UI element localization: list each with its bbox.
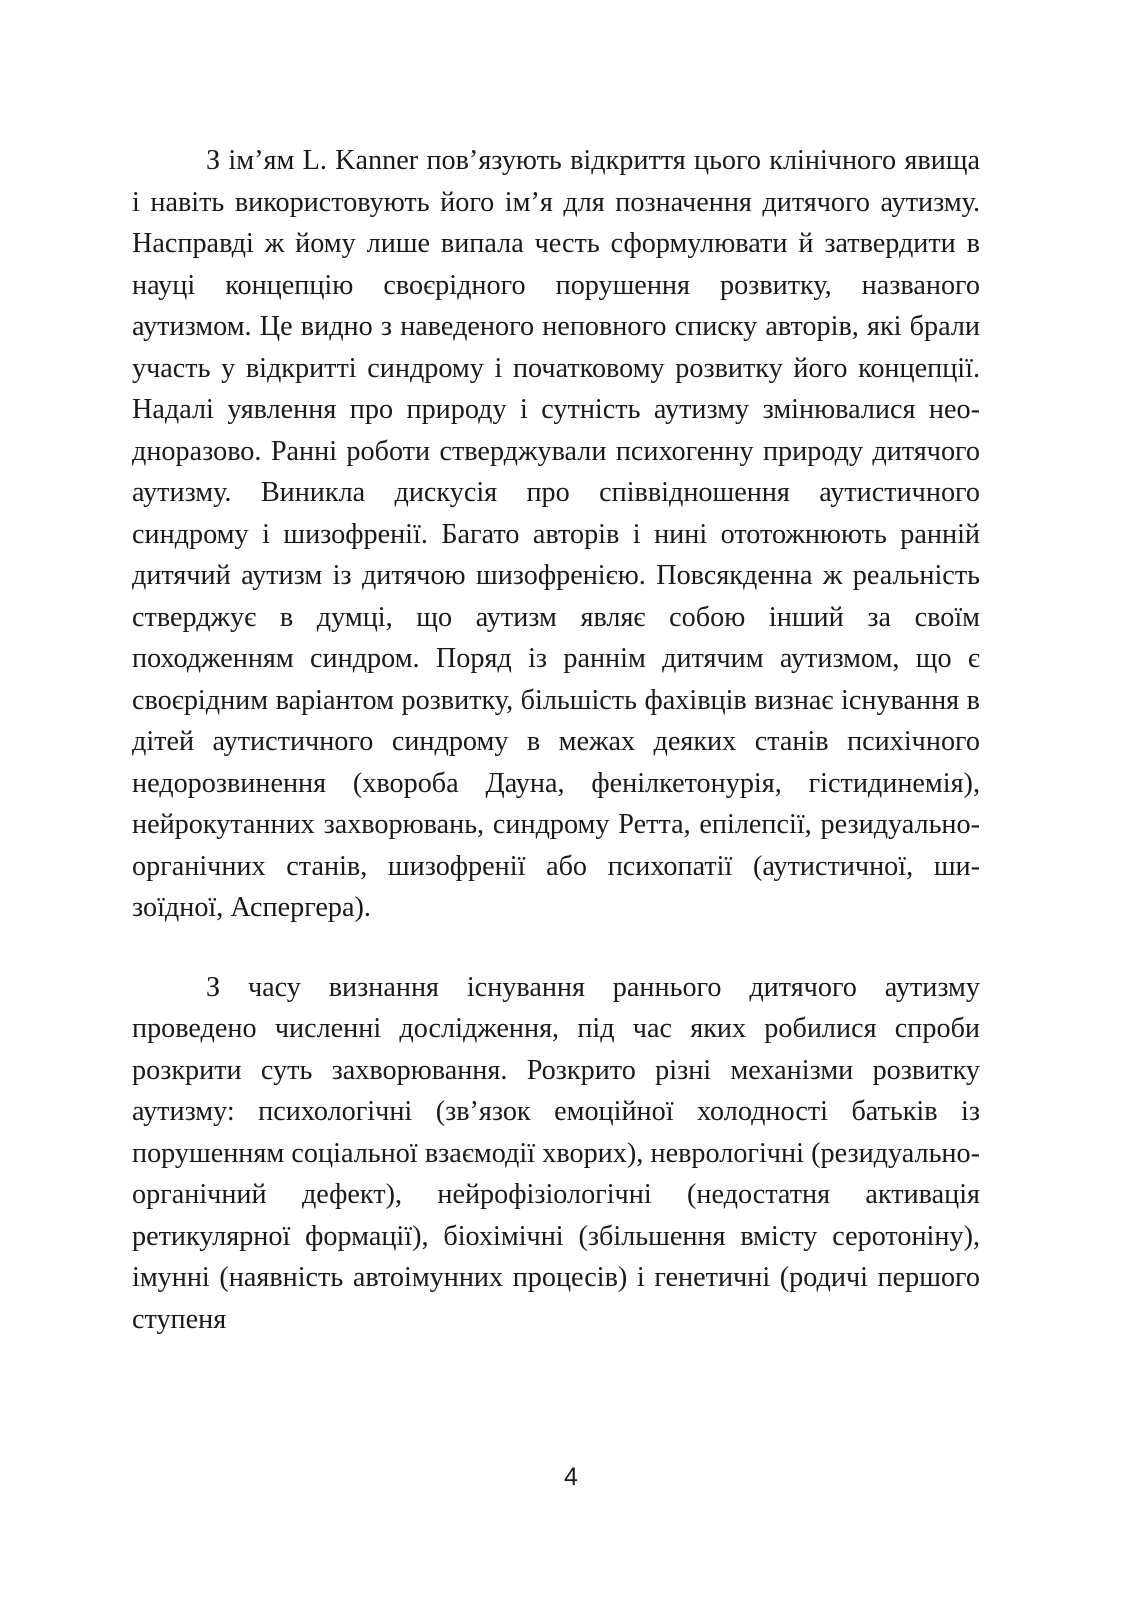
paragraph-1: З ім’ям L. Kanner пов’язують відкриття цього клінічного явища і навіть використовують його ім’я для позначення дитячого аутизму. Насправді ж йому лише випала честь сформулювати й затвердити в науці концепцію своєрідного порушення розвитку, названого аутизмом. Це видно з наведеного неповного списку авторів, які брали участь у відкритті синдрому і початковому розвитку його концепції. Надалі уявлення про природу і сутність аутизму змінювалися неодноразово. Ранні роботи стверджували психогенну природу дитячого аутизму. Виникла дискусія про співвідношення аутистичного синдрому і шизофренії. Багато авторів і нині ототожнюють ранній дитячий аутизм із дитячою шизофренією. Повсякденна ж реальність стверджує в думці, що аутизм являє собою інший за своїм походженням синдром. Поряд із раннім дитячим аутизмом, що є своєрідним варіантом розвитку, більшість фахівців визнає існування в дітей аутистичного синдрому в межах деяких станів психічного недорозвинення (хвороба Дауна, фенілкетонурія, гістидинемія), нейрокутанних захворювань, синдрому Ретта, епілепсії, резидуально-органічних станів, шизофренії або психопатії (аутистичної, шизоїдної, Аспергера). — [132, 145, 980, 923]
paragraph-2: З часу визнання існування раннього дитячого аутизму проведено численні дослідження, під час яких робилися спроби розкрити суть захворювання. Розкрито різні механізми розвитку аутизму: психологічні (зв’язок емоційної холодності батьків із порушенням соціальної взаємодії хворих), неврологічні (резидуально-органічний дефект), нейрофізіологічні (недостатня активація ретикулярної формації), біохімічні (збільшення вмісту серотоніну), імунні (наявність автоімунних процесів) і генетичні (родичі першого ступеня — [132, 971, 980, 1335]
body-text — [132, 140, 980, 1378]
page-number: 4 — [564, 1463, 578, 1491]
